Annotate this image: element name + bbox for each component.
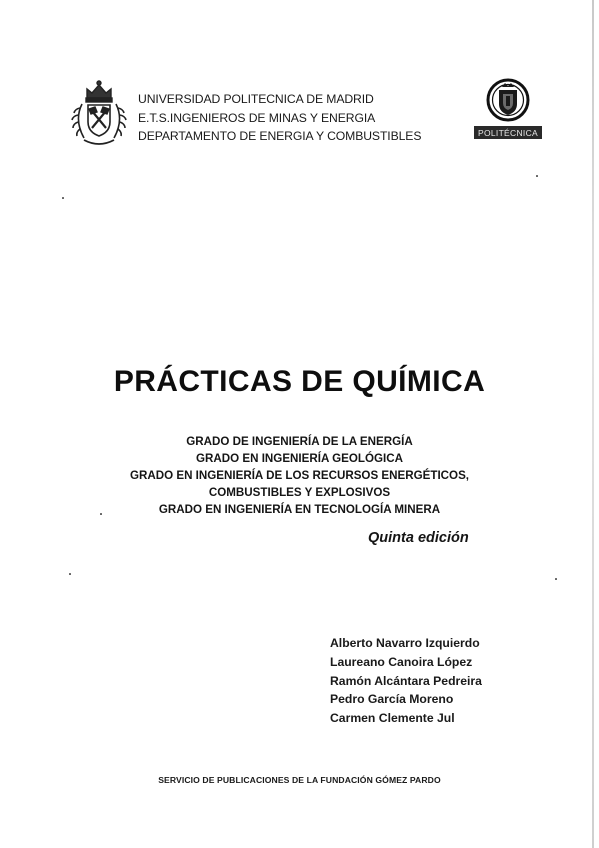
author-name: Ramón Alcántara Pedreira [330, 673, 482, 688]
degree-line: COMBUSTIBLES Y EXPLOSIVOS [208, 486, 391, 499]
seal-label-text: POLITÉCNICA [478, 128, 538, 138]
degree-programs [40, 433, 559, 518]
page-edge-shadow [592, 0, 594, 848]
degree-line: GRADO EN INGENIERÍA GEOLÓGICA [196, 452, 403, 465]
degree-line: GRADO DE INGENIERÍA DE LA ENERGÍA [186, 435, 413, 448]
scan-speck [100, 513, 102, 515]
department-name: DEPARTAMENTO DE ENERGIA Y COMBUSTIBLES [138, 129, 422, 143]
institution-header [138, 90, 468, 146]
school-name: E.T.S.INGENIEROS DE MINAS Y ENERGIA [138, 110, 376, 125]
author-name: Carmen Clemente Jul [330, 711, 455, 726]
degree-line: GRADO EN INGENIERÍA EN TECNOLOGÍA MINERA [158, 503, 441, 516]
university-name: UNIVERSIDAD POLITECNICA DE MADRID [138, 92, 374, 106]
author-name: Laureano Canoira López [330, 654, 473, 669]
author-name: Alberto Navarro Izquierdo [330, 636, 480, 650]
publisher-line: SERVICIO DE PUBLICACIONES DE LA FUNDACIÓN GÓMEZ PARDO [158, 775, 441, 785]
scan-speck [536, 175, 538, 177]
scan-speck [69, 573, 71, 575]
scan-speck [62, 197, 64, 199]
upm-seal-logo [468, 78, 548, 146]
scan-speck [555, 578, 557, 580]
author-list [330, 634, 482, 728]
edition-label: Quinta edición [368, 530, 469, 546]
author-name: Pedro García Moreno [330, 692, 454, 707]
mining-school-crest-logo [68, 78, 130, 150]
degree-line: GRADO EN INGENIERÍA DE LOS RECURSOS ENERGÉTICOS, [129, 469, 470, 482]
book-title: PRÁCTICAS DE QUÍMICA [113, 365, 486, 398]
